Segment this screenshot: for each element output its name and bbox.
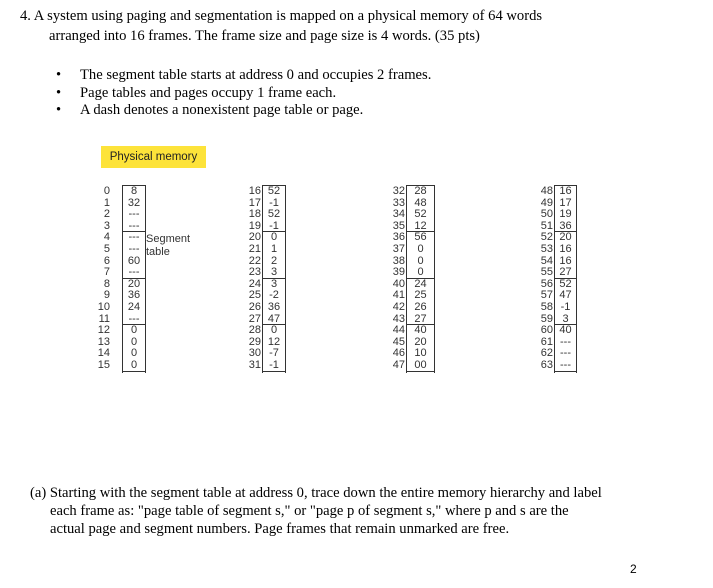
memory-address: 51 xyxy=(540,219,553,232)
memory-values-box xyxy=(554,185,577,373)
memory-value: 10 xyxy=(414,347,427,360)
physical-memory-label: Physical memory xyxy=(101,146,206,168)
memory-address: 15 xyxy=(97,359,110,371)
memory-address: 32 xyxy=(392,185,405,197)
memory-value: 0 xyxy=(270,231,278,244)
memory-address: 3 xyxy=(103,219,110,232)
memory-address: 10 xyxy=(97,301,110,313)
memory-address: 25 xyxy=(248,289,261,302)
memory-value: 2 xyxy=(270,254,278,267)
memory-address: 38 xyxy=(392,254,405,267)
memory-address: 34 xyxy=(392,208,405,221)
memory-address: 44 xyxy=(392,324,405,337)
page-number: 2 xyxy=(630,562,637,576)
memory-address: 53 xyxy=(540,243,553,255)
memory-address: 63 xyxy=(540,359,553,371)
memory-address: 11 xyxy=(98,312,110,325)
memory-address: 13 xyxy=(97,335,110,348)
memory-value: 24 xyxy=(414,277,427,290)
memory-value: -1 xyxy=(560,301,571,313)
memory-value: --- xyxy=(560,359,571,371)
memory-value: 27 xyxy=(559,266,572,279)
memory-address: 61 xyxy=(540,335,553,348)
segment-table-label xyxy=(146,233,206,259)
memory-value: 1 xyxy=(270,243,278,255)
memory-value: --- xyxy=(560,347,571,360)
memory-value: 20 xyxy=(414,335,427,348)
memory-address: 28 xyxy=(248,324,261,337)
memory-value: 26 xyxy=(414,301,427,313)
bullet-list xyxy=(56,67,656,120)
memory-address: 56 xyxy=(540,277,553,290)
memory-value: 20 xyxy=(559,231,572,244)
memory-value: 0 xyxy=(130,324,138,337)
memory-value: 0 xyxy=(130,359,138,371)
memory-address: 22 xyxy=(248,254,261,267)
memory-value: 17 xyxy=(559,196,572,209)
memory-value: 0 xyxy=(130,335,138,348)
part-a-line-2: each frame as: "page table of segment s," or "page p of segment s," where p and s are the xyxy=(50,503,569,519)
memory-address: 46 xyxy=(392,347,405,360)
part-a-line-3: actual page and segment numbers. Page frames that remain unmarked are free. xyxy=(50,521,510,537)
memory-value: 28 xyxy=(414,185,427,197)
memory-value: 00 xyxy=(414,359,427,371)
memory-value: 0 xyxy=(417,254,424,267)
memory-address: 4 xyxy=(103,231,110,244)
memory-values-box xyxy=(262,185,286,373)
memory-address: 49 xyxy=(540,196,553,209)
memory-value: --- xyxy=(560,335,571,348)
memory-value: 36 xyxy=(127,289,141,302)
memory-address: 6 xyxy=(103,254,110,267)
memory-value: 0 xyxy=(417,243,424,255)
memory-value: 12 xyxy=(414,219,427,232)
memory-address: 42 xyxy=(392,301,405,313)
memory-value: -1 xyxy=(269,219,279,232)
memory-value: 36 xyxy=(267,301,281,313)
memory-address: 21 xyxy=(248,243,261,255)
memory-value: 36 xyxy=(559,219,572,232)
memory-value: --- xyxy=(128,266,140,279)
memory-address: 48 xyxy=(540,185,553,197)
memory-address: 54 xyxy=(540,254,553,267)
memory-address: 8 xyxy=(103,277,110,290)
memory-value: -1 xyxy=(269,359,279,371)
memory-value: 32 xyxy=(127,196,141,209)
part-a-line-1: (a) Starting with the segment table at address 0, trace down the entire memory hierarchy and label xyxy=(30,485,602,501)
memory-address: 26 xyxy=(248,301,261,313)
memory-address: 57 xyxy=(540,289,553,302)
memory-address: 40 xyxy=(392,277,405,290)
memory-address: 16 xyxy=(248,185,261,197)
memory-address: 27 xyxy=(248,312,261,325)
segment-table-label-text: Segment table xyxy=(146,233,191,258)
memory-address: 36 xyxy=(392,231,405,244)
memory-value: 47 xyxy=(559,289,572,302)
memory-address: 41 xyxy=(392,289,405,302)
question-line-2: arranged into 16 frames. The frame size and page size is 4 words. (35 pts) xyxy=(49,28,480,44)
memory-value: 56 xyxy=(414,231,427,244)
memory-address: 55 xyxy=(540,266,553,279)
memory-value: 3 xyxy=(270,277,278,290)
memory-address: 50 xyxy=(540,208,553,221)
memory-value: 52 xyxy=(414,208,427,221)
memory-value: 3 xyxy=(562,312,569,325)
memory-value: -2 xyxy=(269,289,279,302)
memory-address: 5 xyxy=(103,243,110,255)
memory-value: 19 xyxy=(559,208,572,221)
memory-value: --- xyxy=(128,219,140,232)
memory-address: 29 xyxy=(248,335,261,348)
memory-address: 62 xyxy=(540,347,553,360)
memory-address: 35 xyxy=(392,219,405,232)
question-line-1: 4. A system using paging and segmentation is mapped on a physical memory of 64 words xyxy=(20,8,543,24)
memory-value: 16 xyxy=(559,254,572,267)
memory-address: 12 xyxy=(97,324,110,337)
memory-value: 0 xyxy=(270,324,278,337)
memory-address: 24 xyxy=(248,277,261,290)
bullet-item: • Page tables and pages occupy 1 frame each. xyxy=(56,85,656,103)
memory-address: 37 xyxy=(392,243,405,255)
memory-value: 40 xyxy=(559,324,572,337)
memory-values-box xyxy=(122,185,146,373)
part-a-text xyxy=(30,484,650,538)
memory-address: 39 xyxy=(392,266,405,279)
memory-address: 9 xyxy=(103,289,110,302)
memory-value: 3 xyxy=(270,266,278,279)
memory-address: 31 xyxy=(248,359,261,371)
memory-address: 17 xyxy=(248,196,261,209)
memory-address: 7 xyxy=(103,266,110,279)
bullet-item: • A dash denotes a nonexistent page table or page. xyxy=(56,102,656,120)
memory-address: 14 xyxy=(97,347,110,360)
memory-value: 47 xyxy=(267,312,281,325)
memory-address: 60 xyxy=(540,324,553,337)
memory-value: 25 xyxy=(414,289,427,302)
memory-address: 33 xyxy=(392,196,405,209)
memory-value: 27 xyxy=(414,312,427,325)
memory-value: 48 xyxy=(414,196,427,209)
memory-address: 19 xyxy=(248,219,261,232)
memory-value: 16 xyxy=(559,243,572,255)
memory-address: 43 xyxy=(392,312,405,325)
memory-address: 52 xyxy=(540,231,553,244)
memory-value: -7 xyxy=(269,347,279,360)
bullet-item: • The segment table starts at address 0 and occupies 2 frames. xyxy=(56,67,656,85)
memory-value: 52 xyxy=(267,185,281,197)
memory-address: 2 xyxy=(103,208,110,221)
memory-address: 47 xyxy=(392,359,405,371)
memory-address: 59 xyxy=(540,312,553,325)
memory-address: 58 xyxy=(540,301,553,313)
memory-address: 30 xyxy=(248,347,261,360)
memory-value: 20 xyxy=(127,277,141,290)
question-text xyxy=(20,6,690,46)
memory-value: --- xyxy=(128,312,140,325)
memory-address: 1 xyxy=(103,196,110,209)
memory-value: 8 xyxy=(130,185,138,197)
memory-address: 23 xyxy=(248,266,261,279)
memory-address: 20 xyxy=(248,231,261,244)
memory-value: -1 xyxy=(269,196,279,209)
memory-value: 24 xyxy=(127,301,141,313)
memory-value: 0 xyxy=(130,347,138,360)
memory-values-box xyxy=(406,185,435,373)
memory-value: 60 xyxy=(127,254,141,267)
memory-address: 45 xyxy=(392,335,405,348)
memory-address: 18 xyxy=(248,208,261,221)
memory-value: --- xyxy=(128,231,140,244)
memory-value: --- xyxy=(128,243,140,255)
memory-value: 52 xyxy=(267,208,281,221)
memory-address: 0 xyxy=(103,185,110,197)
memory-value: 12 xyxy=(267,335,281,348)
memory-value: --- xyxy=(128,208,140,221)
memory-value: 16 xyxy=(559,185,572,197)
memory-value: 52 xyxy=(559,277,572,290)
memory-value: 0 xyxy=(417,266,424,279)
memory-value: 40 xyxy=(414,324,427,337)
